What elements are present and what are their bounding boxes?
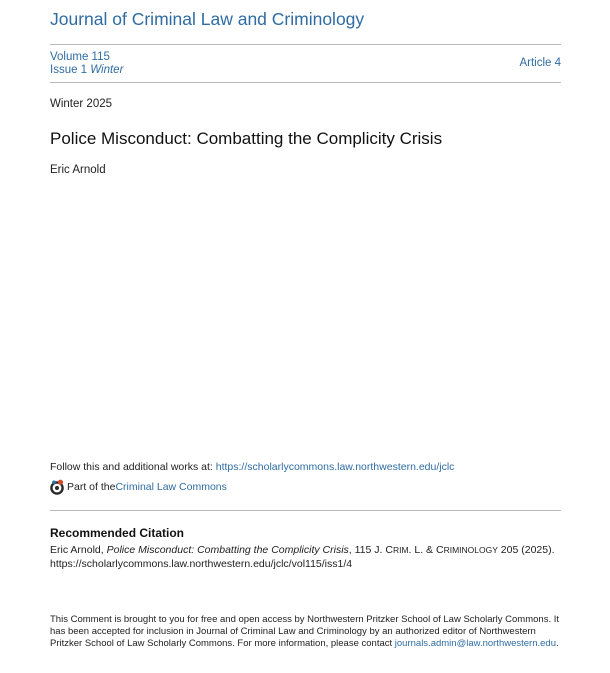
issue-season: Winter: [90, 64, 124, 76]
citation-url: https://scholarlycommons.law.northwestern.edu/jclc/vol115/iss1/4: [50, 558, 353, 570]
collection-url-link[interactable]: https://scholarlycommons.law.northwestern.edu/jclc: [215, 461, 455, 473]
issue-link[interactable]: [50, 64, 123, 77]
publication-date: Winter 2025: [50, 98, 113, 110]
citation-reporter-mid: . L. & C: [408, 544, 444, 556]
cover-page: [50, 0, 561, 673]
recommended-citation: [50, 543, 561, 571]
top-divider: [50, 44, 561, 45]
article-link[interactable]: Article 4: [519, 57, 561, 69]
author-name: Eric Arnold: [50, 164, 106, 176]
access-text: This Comment is brought to you for free and open access by Northwestern Pritzker School of Law Scholarly Commons. It has been accepted for inclusion in Journal of Criminal Law and Criminology by an authorized editor of Northwestern Pritzker School of Law Scholarly Commons. For more information, please contact: [50, 614, 560, 649]
access-end: .: [555, 638, 559, 649]
citation-author: Eric Arnold,: [50, 544, 107, 556]
follow-prefix: Follow this and additional works at:: [50, 461, 216, 473]
follow-line: [50, 461, 454, 473]
issue-label: Issue 1: [50, 64, 88, 76]
citation-title: Police Misconduct: Combatting the Complicity Crisis: [106, 544, 349, 556]
volume-issue-block: [50, 51, 123, 77]
journal-title-link[interactable]: Journal of Criminal Law and Criminology: [50, 9, 365, 29]
part-of-line: [50, 477, 227, 497]
criminal-law-commons-link[interactable]: Criminal Law Commons: [115, 481, 227, 493]
access-statement: [50, 614, 561, 650]
article-title: Police Misconduct: Combatting the Complicity Crisis: [50, 129, 443, 148]
citation-reporter: , 115 J. C: [348, 544, 393, 556]
citation-heading: Recommended Citation: [50, 526, 185, 540]
citation-reporter-end: 205 (2025).: [497, 544, 555, 556]
citation-smallcaps-2: RIMINOLOGY: [443, 545, 498, 555]
bepress-network-icon: [50, 479, 64, 495]
volume-divider: [50, 82, 561, 83]
citation-smallcaps: RIM: [392, 545, 409, 555]
citation-divider: [50, 510, 561, 511]
volume-link[interactable]: Volume 115: [50, 51, 110, 63]
contact-email-link[interactable]: journals.admin@law.northwestern.edu: [394, 638, 556, 649]
part-of-prefix: Part of the: [67, 481, 116, 493]
